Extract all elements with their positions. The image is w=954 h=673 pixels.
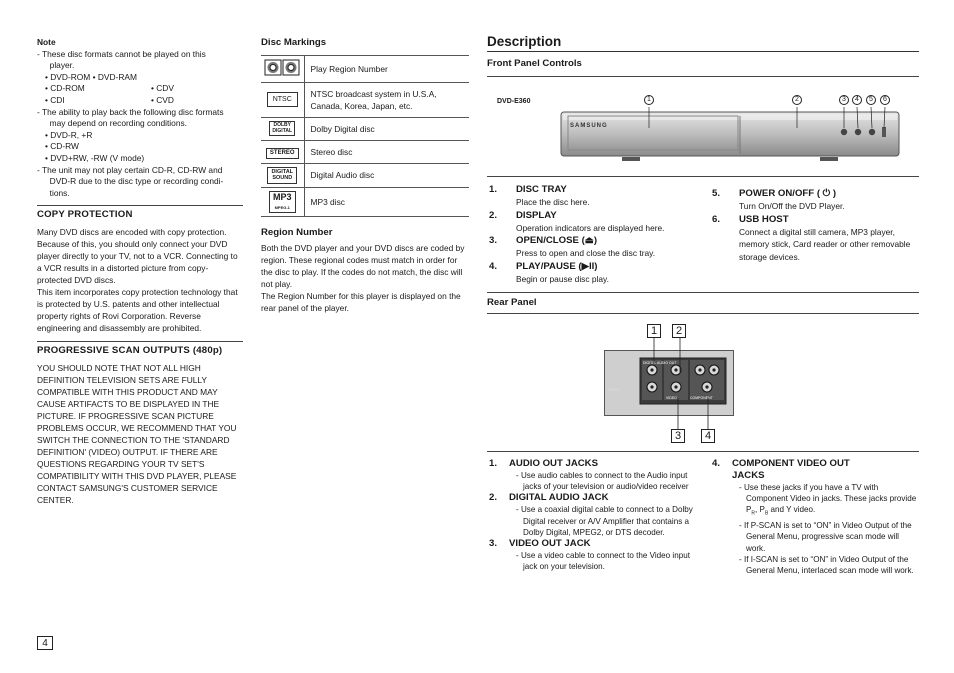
list-item: 4. PLAY/PAUSE (▶II) Begin or pause disc play. <box>489 260 609 284</box>
copy-protection-text: Many DVD discs are encoded with copy protection. Because of this, you should only connect your DVD player directly to your TV, not to a VCR. Connecting to a VCR results in a distorted picture from copy-protected DVD discs. <box>37 226 238 285</box>
list-item: 2. DISPLAY Operation indicators are displayed here. <box>489 209 665 233</box>
page-number: 4 <box>37 636 53 650</box>
table-cell: NTSC broadcast system in U.S.A, Canada, Korea, Japan, etc. <box>304 82 469 117</box>
progressive-scan-text: YOU SHOULD NOTE THAT NOT ALL HIGH DEFINITION TELEVISION SETS ARE FULLY COMPATIBLE WITH THIS PRODUCT AND MAY CAUSE ARTIFACTS TO BE DISPLAYED IN THE PICTURE. IF PROGRESSIVE SCAN PICTURE PROBLEMS OCCUR, WE RECOMMEND THAT YOU SWITCH THE CONNECTION TO THE 'STANDARD DEFINITION' (VIDEO) OUTPUT. IF THERE ARE QUESTIONS REGARDING YOUR TV SET'S COMPATIBILITY WITH THIS DVD PLAYER, PLEASE CONTACT SAMSUNG'S CUSTOMER SERVICE CENTER. <box>37 362 237 505</box>
front-callout: 3 <box>839 95 849 105</box>
rear-label-component: COMPONENT <box>690 396 713 400</box>
model-label: DVD-E360 <box>497 98 531 105</box>
rear-callout: 4 <box>701 429 715 443</box>
front-callout: 5 <box>866 95 876 105</box>
samsung-logo: SAMSUNG <box>570 123 608 129</box>
note-bullet: • DVD-ROM • DVD-RAM <box>45 71 137 82</box>
front-callout: 6 <box>880 95 890 105</box>
list-item: 1. AUDIO OUT JACKS - Use audio cables to connect to the Audio input jacks of your television or audio/video receiver <box>489 458 689 492</box>
note-bullet: • DVD+RW, -RW (V mode) <box>45 152 145 163</box>
rear-label-video: VIDEO <box>666 396 677 400</box>
rear-callout-leaders <box>640 336 720 432</box>
mp3-icon: MP3 MPEG-1 <box>261 187 304 216</box>
note-bullet-pair: • CD-ROM • CDV <box>45 83 174 94</box>
table-row <box>261 140 469 163</box>
dolby-digital-icon: DOLBY DIGITAL <box>261 117 304 140</box>
table-cell: Play Region Number <box>304 55 469 82</box>
ntsc-icon: NTSC <box>261 82 304 117</box>
rear-panel-title: Rear Panel <box>487 297 537 308</box>
left-column <box>37 37 243 506</box>
list-item: 3. OPEN/CLOSE (⏏) Press to open and close the disc tray. <box>489 235 656 259</box>
table-cell: Digital Audio disc <box>304 163 469 187</box>
region-number-text: Both the DVD player and your DVD discs are coded by region. These regional codes must match in order for the disc to play. If the codes do not match, the disc will not play. <box>261 243 465 290</box>
disc-markings-table <box>261 55 469 217</box>
digital-sound-icon: DIGITAL SOUND <box>261 163 304 187</box>
table-row <box>261 187 469 216</box>
stereo-icon: STEREO <box>261 140 304 163</box>
list-item: 4. COMPONENT VIDEO OUT JACKS - Use these jacks if you have a TV with Component Video in jacks. These jacks provide $P_R$, $P_B$ and Y video. - If P-SCAN is set to “ON” in Video Output of the General Menu, progressive scan mode will work. - If I-SCAN is set to “ON” in Video Output of the General Menu, interlaced scan mode will work. <box>712 458 917 576</box>
note-bullet: • CD-RW <box>45 141 79 152</box>
divider <box>487 176 919 177</box>
table-row <box>261 163 469 187</box>
divider <box>487 292 919 293</box>
list-item: 3. VIDEO OUT JACK - Use a video cable to connect to the Video input jack on your television. <box>489 538 690 572</box>
rear-label-digital-out: DIGITAL AUDIO OUT <box>643 361 677 365</box>
table-cell: MP3 disc <box>304 187 469 216</box>
note-bullet-pair: • CDI • CVD <box>45 94 174 105</box>
copy-protection-title: COPY PROTECTION <box>37 205 243 221</box>
region-icon <box>261 55 304 82</box>
table-cell: Dolby Digital disc <box>304 117 469 140</box>
rear-items-left <box>489 458 699 572</box>
front-callout: 1 <box>644 95 654 105</box>
note-line: - The ability to play back the following disc formats may depend on recording conditions. <box>37 106 224 129</box>
table-row <box>261 82 469 117</box>
rear-callout: 3 <box>671 429 685 443</box>
note-line: - The unit may not play certain CD-R, CD-RW and DVD-R due to the disc type or recording condi- tions. <box>37 164 224 198</box>
description-title: Description <box>487 33 919 52</box>
rear-callout: 1 <box>647 324 661 338</box>
rear-items-right <box>712 458 917 576</box>
disc-markings-title: Disc Markings <box>261 37 327 48</box>
region-number-title: Region Number <box>261 226 333 238</box>
progressive-scan-title: PROGRESSIVE SCAN OUTPUTS (480p) <box>37 341 243 357</box>
callout-leaders <box>560 100 900 140</box>
rear-callout: 2 <box>672 324 686 338</box>
list-item: 5. POWER ON/OFF ( ⏻ ) Turn On/Off the DVD Player. <box>712 188 845 211</box>
right-column <box>487 33 919 77</box>
copy-protection-text-2: This item incorporates copy protection technology that is protected by U.S. patents and other intellectual property rights of Rovi Corporation. Reverse engineering and disassembly are prohibited. <box>37 286 238 333</box>
divider <box>487 313 919 314</box>
front-callout: 2 <box>792 95 802 105</box>
front-items-right <box>712 187 912 263</box>
region-number-text-2: The Region Number for this player is displayed on the rear panel of the player. <box>261 291 461 314</box>
table-row <box>261 55 469 82</box>
note-line: - These disc formats cannot be played on this player. <box>37 48 206 71</box>
rear-label-audio: AUDIO <box>608 388 620 392</box>
list-item: 2. DIGITAL AUDIO JACK - Use a coaxial digital cable to connect to a Dolby Digital receiver or A/V Amplifier that contains a Dolby Digital, MPEG2, or DTS decoder. <box>489 492 693 537</box>
front-callout: 4 <box>852 95 862 105</box>
table-cell: Stereo disc <box>304 140 469 163</box>
front-items-left <box>489 183 704 285</box>
divider <box>487 451 919 452</box>
note-bullet: • DVD-R, +R <box>45 129 93 140</box>
table-row <box>261 117 469 140</box>
front-panel-title: Front Panel Controls <box>487 58 919 77</box>
middle-column <box>261 37 469 314</box>
list-item: 6. USB HOST Connect a digital still camera, MP3 player, memory stick, Card reader or other removable storage devices. <box>712 213 911 262</box>
list-item: 1. DISC TRAY Place the disc here. <box>489 184 590 207</box>
note-title: Note <box>37 37 56 47</box>
